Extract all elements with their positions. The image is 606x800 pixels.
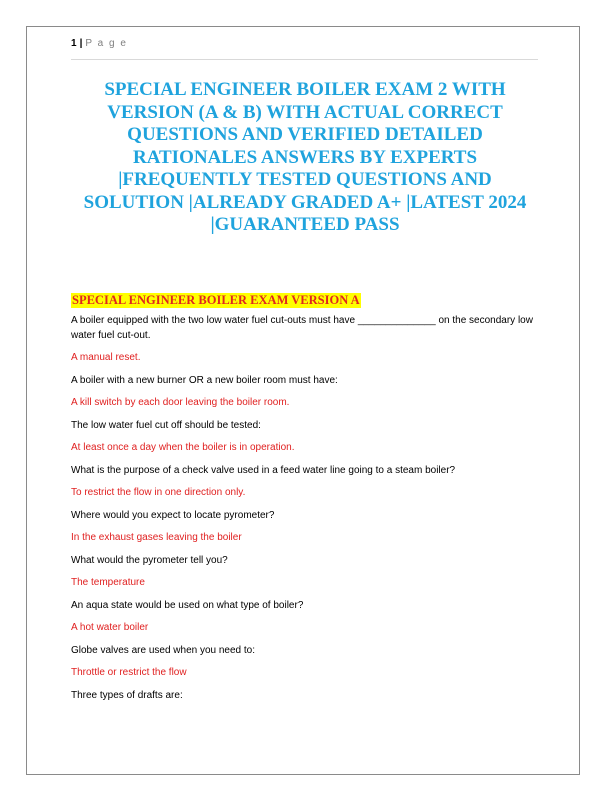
question-text: Three types of drafts are: bbox=[71, 689, 183, 701]
question-text: A boiler equipped with the two low water fuel cut-outs must have ______________ on the secondary low water fuel cut-out. bbox=[71, 315, 533, 341]
answer-text: A manual reset. bbox=[71, 352, 141, 363]
question-text: A boiler with a new burner OR a new boiler room must have: bbox=[71, 374, 338, 386]
document-page bbox=[26, 26, 580, 775]
answer-text: Throttle or restrict the flow bbox=[71, 667, 187, 678]
question-text: What is the purpose of a check valve used in a feed water line going to a steam boiler? bbox=[71, 464, 456, 476]
answer-text: A hot water boiler bbox=[71, 622, 149, 633]
qa-list bbox=[71, 314, 541, 703]
question-text: What would the pyrometer tell you? bbox=[71, 554, 228, 566]
page-label: P a g e bbox=[85, 38, 128, 49]
document-title: SPECIAL ENGINEER BOILER EXAM 2 WITH VERSION (A & B) WITH ACTUAL CORRECT QUESTIONS AND VERIFIED DETAILED RATIONALES ANSWERS BY EXPERTS |FREQUENTLY TESTED QUESTIONS AND SOLUTION |ALREADY GRADED A+ |LATEST 2024 |GUARANTEED PASS bbox=[83, 79, 527, 235]
page-header bbox=[71, 37, 538, 60]
question-text: Globe valves are used when you need to: bbox=[71, 644, 256, 656]
section-heading: SPECIAL ENGINEER BOILER EXAM VERSION A bbox=[72, 293, 360, 307]
answer-text: At least once a day when the boiler is in operation. bbox=[71, 442, 295, 453]
page-number: 1 bbox=[71, 38, 77, 49]
question-text: The low water fuel cut off should be tested: bbox=[71, 419, 261, 431]
document-body bbox=[71, 293, 541, 711]
answer-text: To restrict the flow in one direction only. bbox=[71, 487, 246, 498]
answer-text: The temperature bbox=[71, 577, 145, 588]
answer-text: In the exhaust gases leaving the boiler bbox=[71, 532, 242, 543]
question-text: An aqua state would be used on what type of boiler? bbox=[71, 599, 304, 611]
question-text: Where would you expect to locate pyrometer? bbox=[71, 509, 275, 521]
page-separator: | bbox=[79, 38, 83, 49]
answer-text: A kill switch by each door leaving the boiler room. bbox=[71, 397, 290, 408]
